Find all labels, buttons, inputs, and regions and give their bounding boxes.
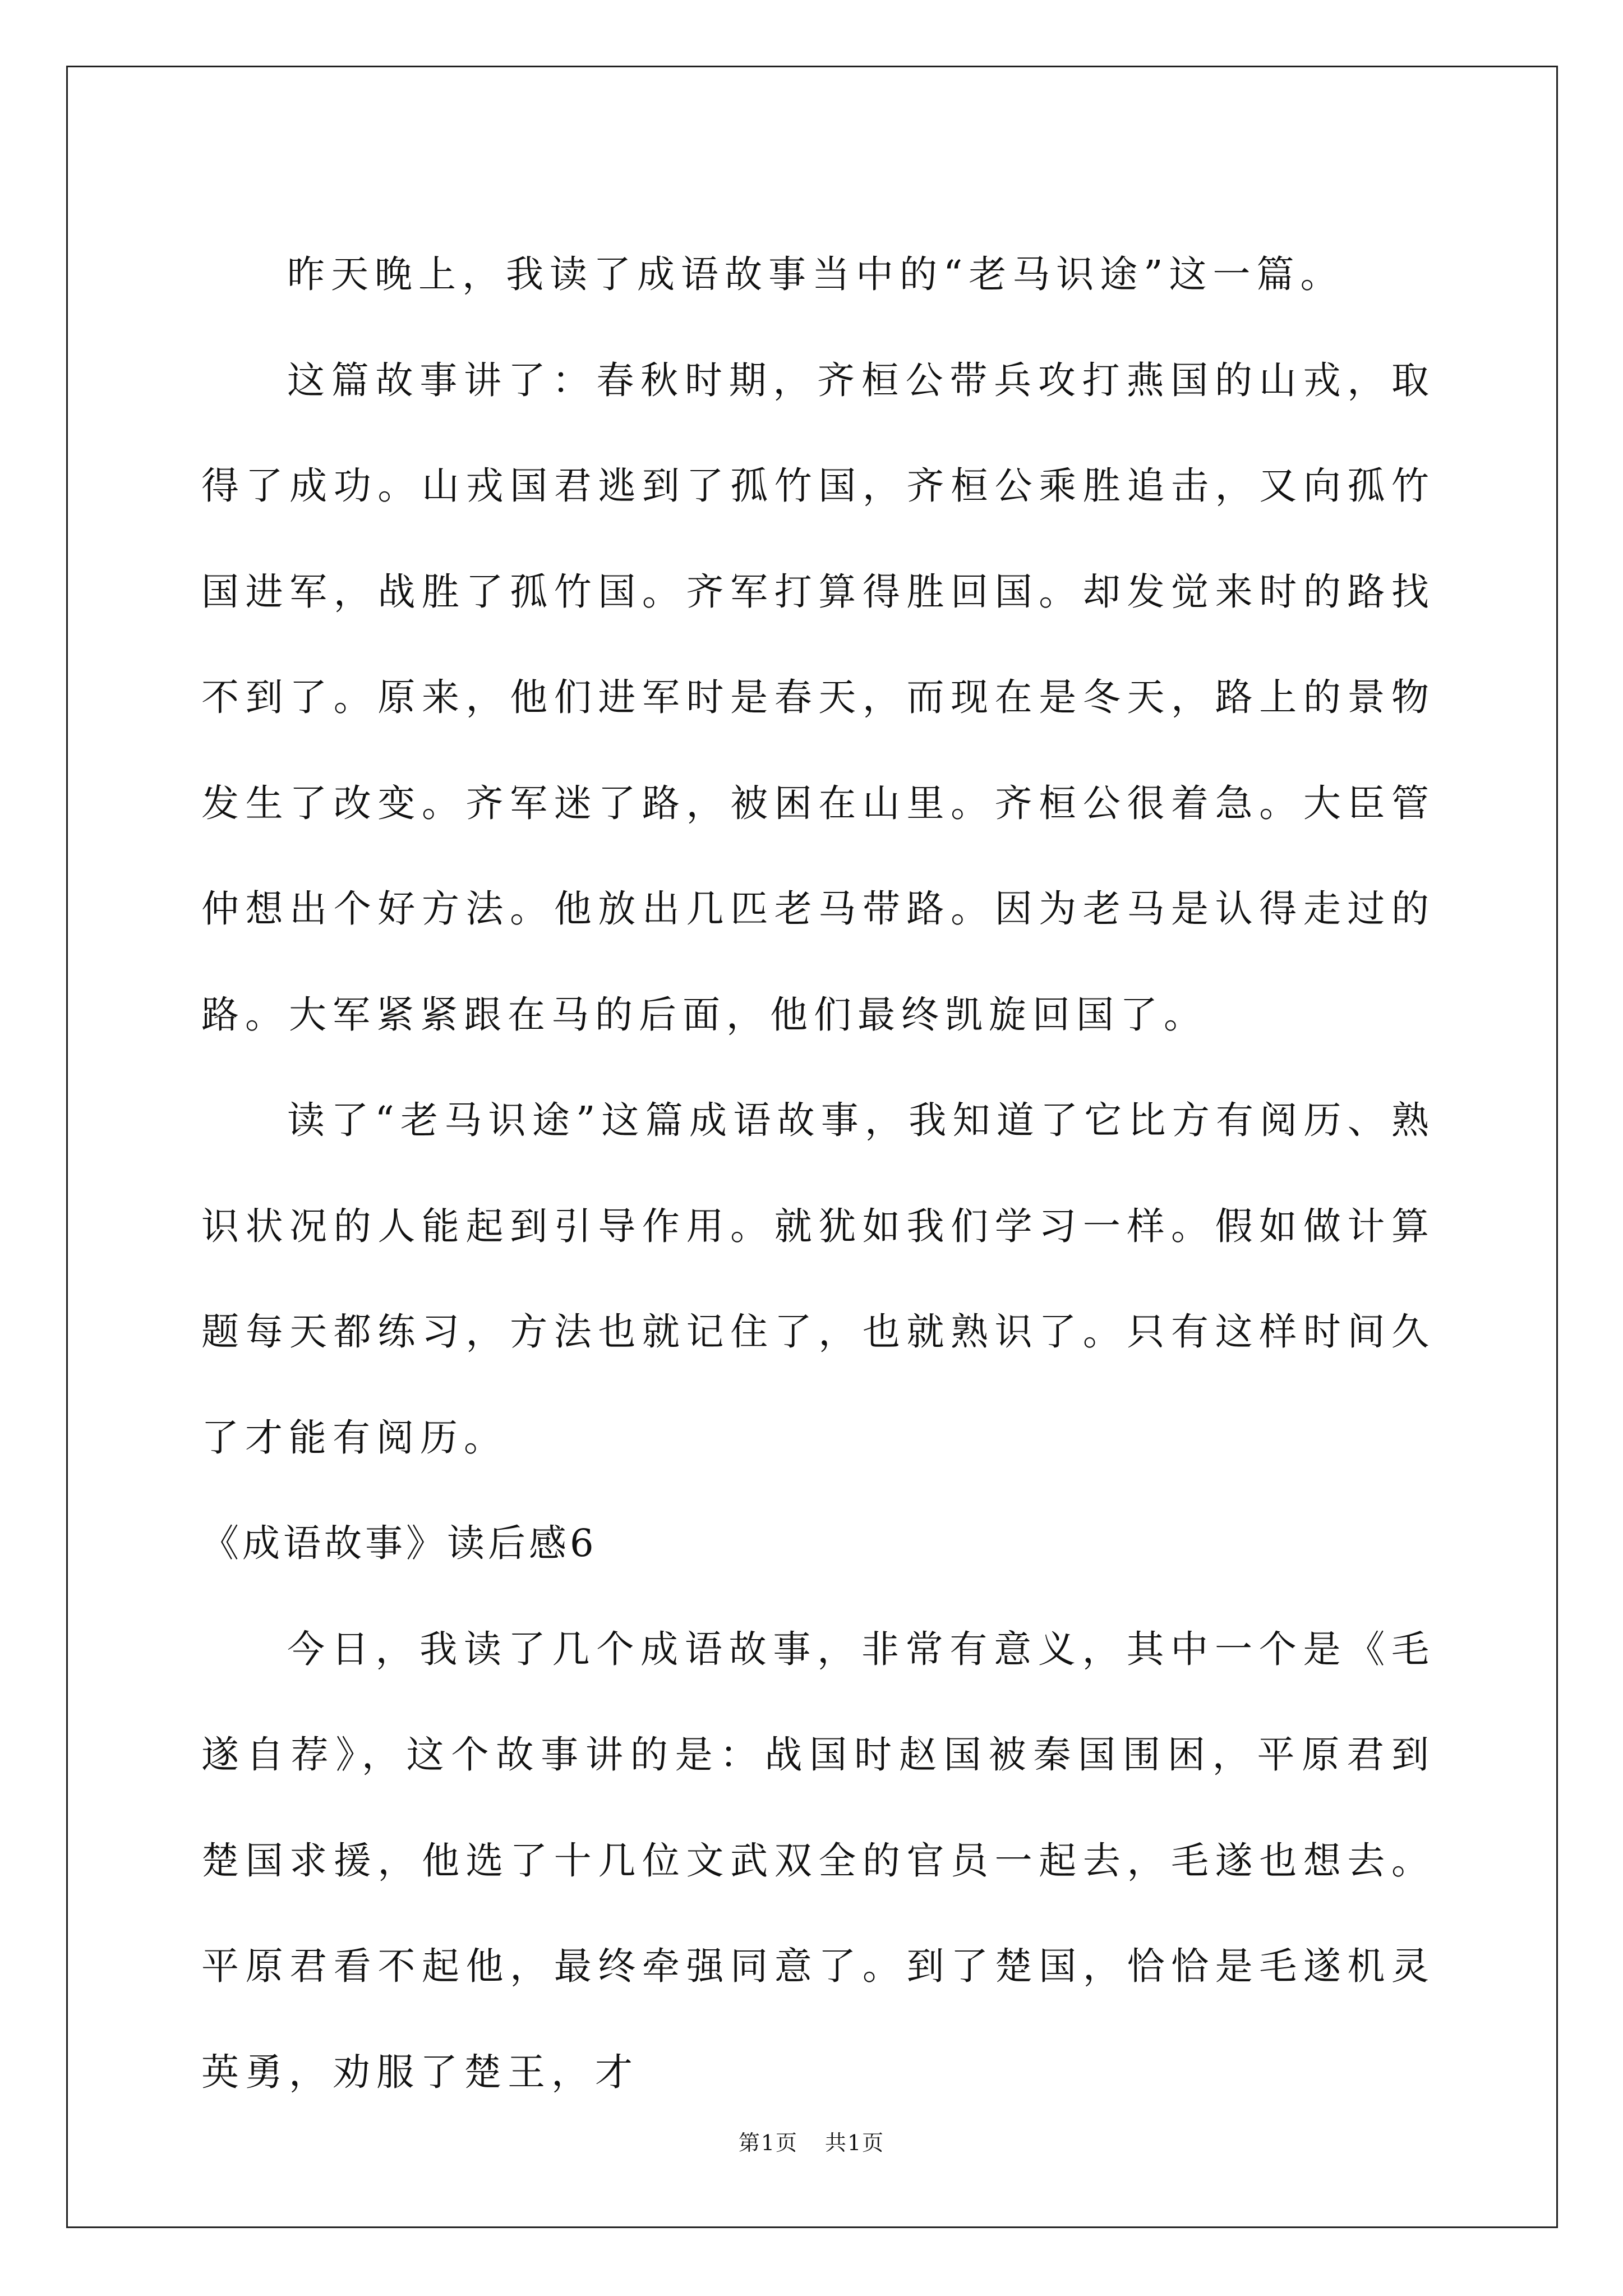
document-body — [201, 222, 1435, 2125]
section-heading: 《成语故事》读后感6 — [201, 1521, 597, 1565]
page-number: 第1页 — [738, 2131, 798, 2155]
paragraph-1: 昨天晚上，我读了成语故事当中的“老马识途”这一篇。 — [287, 252, 1344, 296]
paragraph-3: 读了“老马识途”这篇成语故事，我知道了它比方有阅历、熟识状况的人能起到引导作用。就犹如我们学习一样。假如做计算题每天都练习，方法也就记住了，也就熟识了。只有这样时间久了才能有阅历。 — [201, 1098, 1435, 1460]
paragraph-2: 这篇故事讲了：春秋时期，齐桓公带兵攻打燕国的山戎，取得了成功。山戎国君逃到了孤竹国，齐桓公乘胜追击，又向孤竹国进军，战胜了孤竹国。齐军打算得胜回国。却发觉来时的路找不到了。原来，他们进军时是春天，而现在是冬天，路上的景物发生了改变。齐军迷了路，被困在山里。齐桓公很着急。大臣管仲想出个好方法。他放出几匹老马带路。因为老马是认得走过的路。大军紧紧跟在马的后面，他们最终凯旋回国了。 — [201, 358, 1435, 1037]
paragraph-4: 今日，我读了几个成语故事，非常有意义，其中一个是《毛遂自荐》，这个故事讲的是：战国时赵国被秦国围困，平原君到楚国求援，他选了十几位文武双全的官员一起去，毛遂也想去。平原君看不起他，最终牵强同意了。到了楚国，恰恰是毛遂机灵英勇，劝服了楚王，才 — [201, 1627, 1435, 2094]
page-total: 共1页 — [825, 2131, 885, 2155]
page-footer — [0, 2125, 1623, 2156]
